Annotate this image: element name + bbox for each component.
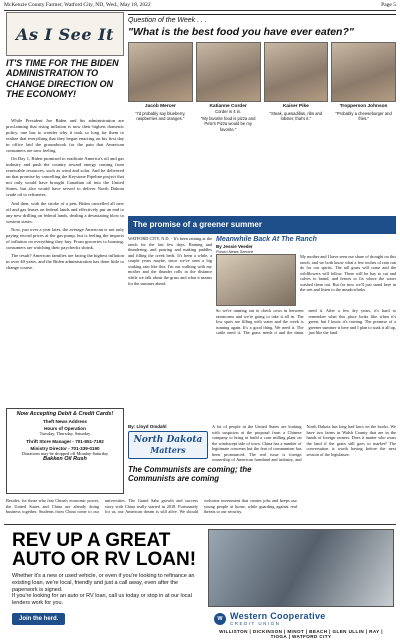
ranch-author-role: Forum News Service (216, 249, 254, 254)
ad-headline: Now Accepting Debit & Credit Cards! (16, 411, 114, 417)
respondent-photo (128, 42, 193, 102)
ranch-right-block (216, 236, 396, 422)
credit-union-ad (4, 524, 396, 640)
ranch-column (128, 236, 396, 422)
respondent-card (196, 42, 261, 214)
ranch-body-text: So we're running out to check cows in between rainstorms and we're going to take it all in. The low spots are filling with water and the creek is running again. It's a good thing. We need it. The cattle need it. The grass needs it and the dams need it. After a few dry years, it's hard to remember what this place looks like when it's green, but I know it's coming. The promise of a greener summer is here and I plan to soak it all up, just like the land. (216, 308, 396, 336)
question-label: Question of the Week . . . (128, 17, 207, 24)
thrift-store-ad (6, 408, 124, 494)
editorial-paragraph: On Day 1, Biden promised to eradicate America's oil and gas industry and push the country toward energy coming from renewable resources, such as wind and solar. And he delivered on that promise by cancelling the Keystone Pipeline project that not only would have brought Canadian oil into the United States, but also would have served to deliver North Dakota crude oil to refineries. (6, 156, 124, 198)
respondent-quote: "Probably a cheeseburger and fries." (335, 111, 392, 122)
ranch-side-text: My mother and I have seen our share of drought on this ranch, and we both know what a few inches of rain can do for our spirits. The tall grass will come and the wildflowers will follow. There will be hay to cut and calves to brand, and fences to fix where the water washed them out. But for now we'll just stand here in the wet and listen to the meadowlarks. (300, 254, 396, 293)
editorial-body (6, 118, 124, 404)
ranch-title: Meanwhile Back At The Ranch (216, 236, 317, 243)
oped-continued: Besides, for those who fear China's economic power, the United States and China are already doing business together. Students from China come to our universities. The Grand Sahr growth and success story with China really started in 2018. Fortunately for us, our American dream is still alive. We should welcome investment that creates jobs and keeps our young people at home, while guarding against real threats to our security. (6, 498, 297, 515)
respondent-name: Katianne Corder (209, 104, 247, 109)
credit-union-tag: CREDIT UNION (230, 621, 281, 626)
column-logo-text: As I See It (16, 24, 114, 44)
respondent-name: Tropperson Johnson (339, 104, 388, 109)
editorial-headline: IT'S TIME FOR THE BIDEN ADMINISTRATION TO CHANGE DIRECTION ON THE ECONOMY! (6, 58, 119, 100)
promise-title: The promise of a greener summer (133, 220, 262, 229)
ad-banner-subtext-2: If you're looking for an auto or RV loan, call us today or stop in at our local lenders work for you. (12, 593, 192, 607)
masthead-left: McKenzie County Farmer, Watford City, ND, Wed., May 18, 2022 (4, 2, 151, 8)
oped-body: A lot of people in the United States are looking with suspicion at the proposal from a Chinese company to bring in build a corn milling plant on the windswept side of town. China has a number of legitimate concerns but the fear of communism has been pronounced. The real issue is foreign ownership of American farmland and industry, and North Dakota has long had laws on the books. We have two farms in Walsh County that are in the hands of foreign owners. Does it matter who owns the land if the grain still goes to market? The conversation is worth having before the next session of the legislature. (212, 424, 396, 463)
credit-union-name: Western Cooperative (230, 611, 326, 621)
respondent-name: Kaiser Pike (282, 104, 309, 109)
ad-hours-label: Hours of Operation (44, 426, 86, 431)
masthead (4, 2, 396, 11)
respondent-card (128, 42, 193, 214)
respondent-quote: "Steak, quesadillas, ribs and lobster, that's it." (269, 111, 323, 122)
oped-byline: By: Lloyd Omdahl (128, 424, 167, 429)
editorial-paragraph: And then, with the stroke of a pen, Biden cancelled all new oil and gas leases on federal lands and effectively put an end to any new drilling on federal lands, dealing a devastating blow to western states. (6, 200, 124, 224)
branch-cities: WILLISTON | DICKINSON | MINOT | BEACH | GLEN ULLIN | RAY | TIOGA | WATFORD CITY (219, 629, 383, 639)
respondent-quote: "I'd probably say blueberry, raspberries and oranges." (135, 111, 186, 122)
ad-banner-headline: REV UP A GREAT AUTO OR RV LOAN! (12, 530, 197, 570)
oped-byline-block (128, 424, 208, 496)
ad-phone-2: Ministry Director - 701-339-0190 (30, 445, 100, 451)
ad-banner-subtext: Whether it's a new or used vehicle, or even if you're looking to refinance an existing loan, we're local, friendly and just a call away, even after the paperwork is signed. (12, 573, 195, 594)
editorial-paragraph: The result? American families are facing the highest inflation in over 40 years, and the Biden administration has done little to change course. (6, 253, 124, 271)
ad-brand: Bakken Oil Rush (43, 456, 87, 463)
respondent-name: Jacob Mercer (144, 104, 176, 109)
respondent-card (331, 42, 396, 214)
ad-phone: Thrift Store Manager - 701-851-7192 (26, 438, 104, 444)
oped-headline: The Communists are coming; the Communists are coming (128, 465, 252, 483)
respondent-card (264, 42, 329, 214)
ranch-photo (216, 254, 296, 306)
promise-banner (128, 216, 396, 234)
respondent-photo (331, 42, 396, 102)
nd-matters-logo (128, 431, 208, 459)
ranch-author: By Jessie Veeder (216, 244, 253, 249)
question-of-week (128, 14, 396, 40)
wc-logo-icon: W (214, 613, 226, 625)
editorial-paragraph: Now, just over a year later, the average American is not only paying record prices at the gas pump, but is feeling the impacts of inflation on everything they buy. From groceries to housing, consumers are watching their paychecks shrink. (6, 226, 124, 250)
column-logo (6, 12, 124, 56)
nd-logo-line-1: North Dakota (133, 435, 203, 445)
editorial-paragraph: While President Joe Biden and his administration are proclaiming that rising inflation is now their highest domestic policy, one has to wonder why it took so long for them to realize that everything that they began enacting on his first day in office laid the groundwork for the pain that American consumers are now feeling. (6, 118, 124, 153)
respondent-photo (264, 42, 329, 102)
join-herd-button[interactable]: Join the herd. (12, 613, 65, 625)
ad-hours: Tuesday, Thursday, Saturday (39, 431, 91, 436)
respondent-photos (128, 42, 396, 214)
oped-column (128, 424, 396, 496)
nd-logo-line-2: Matters (150, 445, 186, 455)
ranch-left-text: WATFORD CITY, N.D. - It's been raining at the ranch for the last few days. Raining and thundering, and pouring and making puddles and filling the creek beds. It's been a while, a couple years maybe, since we've seen a big soaking rain like this. I'm out walking with my mother and the thunder rolls in the distance while we talk about the grass and what it means for the summer ahead. (128, 236, 212, 286)
respondent-info: Corder is 4 in. (215, 109, 242, 114)
credit-union-logo (214, 611, 388, 626)
question-text: "What is the best food you have ever eaten?" (128, 26, 354, 38)
masthead-right: Page 5 (381, 2, 396, 8)
ad-office: Theft News Address (43, 419, 87, 424)
rv-photo (208, 529, 394, 607)
respondent-photo (196, 42, 261, 102)
ad-drop-off: Donations may be dropped off Monday-Saturday (21, 450, 109, 456)
respondent-quote: "My favorite food is pizza and Pete's Pizza would be my favorite." (200, 116, 256, 132)
